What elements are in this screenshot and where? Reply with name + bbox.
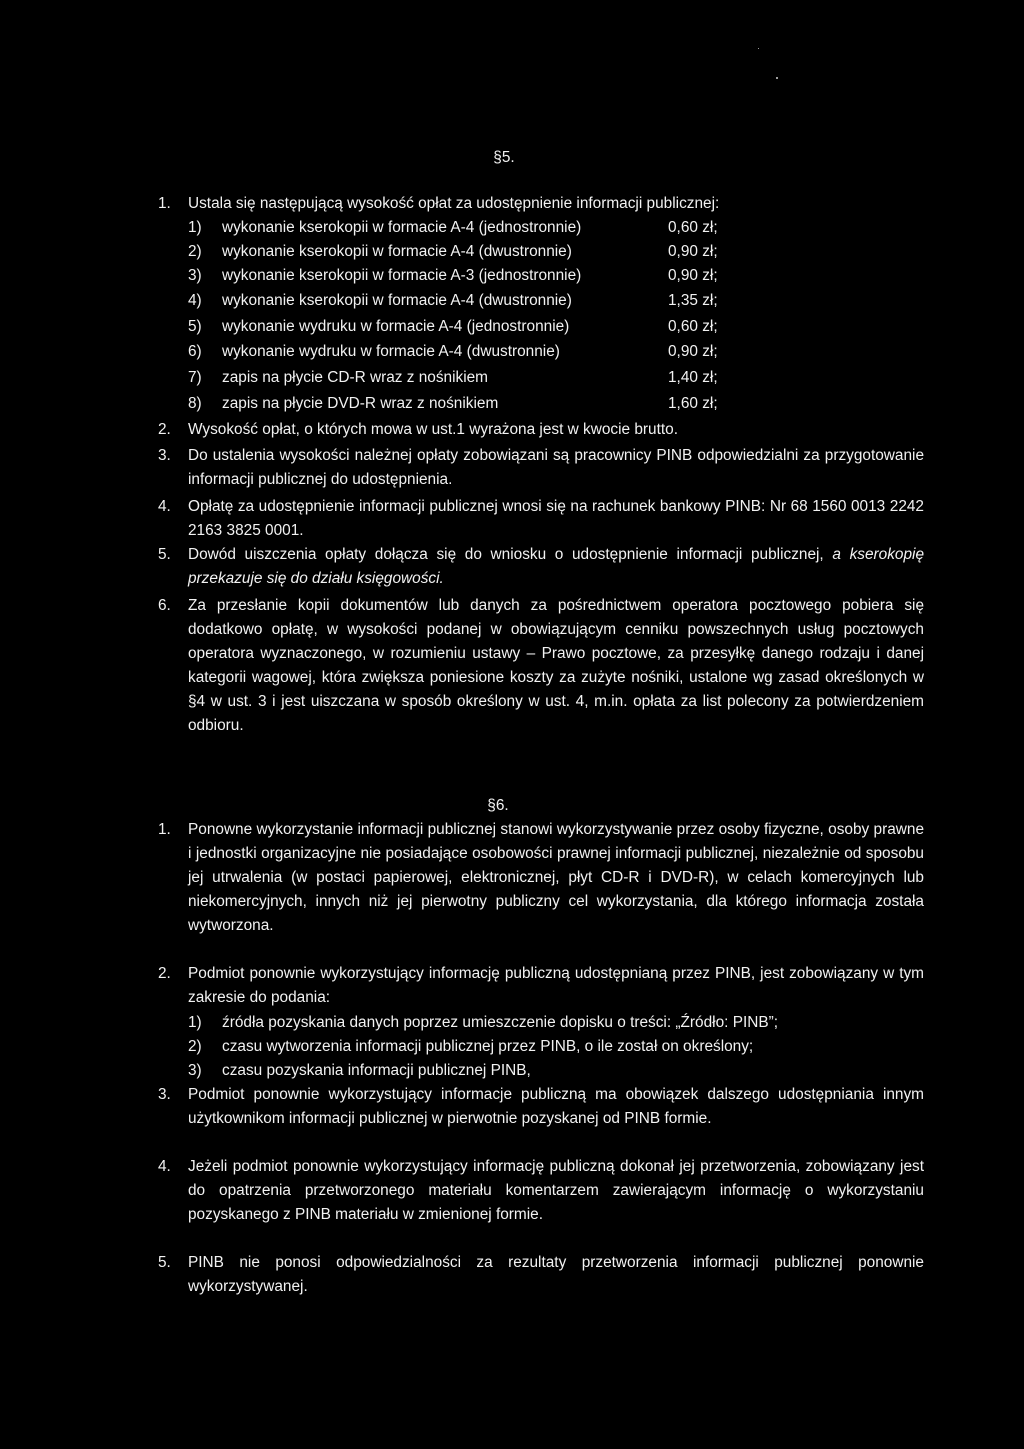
point-number: 4. (158, 1158, 171, 1175)
fee-description: zapis na płycie CD-R wraz z nośnikiem (222, 369, 488, 386)
section-6-point-4 (158, 1155, 924, 1251)
point-text: Do ustalenia wysokości należnej opłaty zobowiązani są pracownicy PINB odpowiedzialni za przygotowanie informacji publicznej do udostępnienia. (188, 447, 924, 488)
section-6-point-5 (158, 1251, 924, 1299)
point-text: Podmiot ponownie wykorzystujący informację publiczną udostępnianą przez PINB, jest zobowiązany w tym zakresie do podania: (188, 965, 924, 1006)
fee-price: 0,90 zł; (668, 243, 718, 260)
fee-item (188, 315, 788, 339)
item-text: źródła pozyskania danych poprzez umieszczenie dopisku o treści: „Źródło: PINB”; (222, 1014, 779, 1031)
point-number: 3. (158, 447, 171, 464)
fee-number: 1) (188, 219, 202, 236)
section-6-point-2-item (188, 1059, 924, 1083)
fee-number: 5) (188, 318, 202, 335)
fee-price: 0,60 zł; (668, 318, 718, 335)
point-text: Za przesłanie kopii dokumentów lub danych za pośrednictwem operatora pocztowego pobiera się dodatkowo opłatę, w wysokości podanej w obowiązującym cenniku powszechnych usług pocztowych operatora wyznaczonego, w rozumieniu ustawy – Prawo pocztowe, za przesyłkę danego rodzaju i danej kategorii wagowej, która zwiększa poniesione koszty za zużyte nośniki, ustalone wg zasad określonych w §4 w ust. 3 i jest uiszczana w sposób określony w ust. 4, m.in. opłata za list polecony za potwierdzeniem odbioru. (188, 597, 924, 734)
section-5-point-5 (158, 543, 924, 591)
section-5-heading: §5. (493, 149, 515, 166)
fee-item (188, 264, 788, 288)
fee-price: 1,40 zł; (668, 369, 718, 386)
fee-description: wykonanie wydruku w formacie A-4 (jednostronnie) (222, 318, 570, 335)
fee-item (188, 216, 788, 240)
point-text-italic: a kserokopię przekazuje się do działu księgowości. (188, 546, 925, 587)
point-number: 1. (158, 195, 171, 212)
fee-price: 1,35 zł; (668, 292, 718, 309)
section-6-point-1 (158, 818, 924, 962)
section-5-point-2 (158, 418, 924, 442)
point-text: Ponowne wykorzystanie informacji publicznej stanowi wykorzystywanie przez osoby fizyczne, osoby prawne i jednostki organizacyjne nie posiadające osobowości prawnej informacji publicznej, niezależnie od sposobu jej utrwalenia (w postaci papierowej, elektronicznej, płyt CD-R i DVD-R), w celach komercyjnych lub niekomercyjnych, innych niż jej pierwotny publiczny cel wykorzystania, dla którego informacja została wytworzona. (188, 821, 924, 934)
section-5-point-1 (158, 192, 924, 216)
section-6-point-3 (158, 1083, 924, 1155)
point-text: Jeżeli podmiot ponownie wykorzystujący informację publiczną dokonał jej przetworzenia, zobowiązany jest do opatrzenia przetworzonego materiału komentarzem zawierającym informację o wykorzystaniu pozyskanego z PINB materiału w zmienionej formie. (188, 1158, 924, 1223)
point-number: 5. (158, 546, 171, 563)
section-6-point-2-item (188, 1035, 924, 1059)
fee-item (188, 392, 788, 416)
section-5-point-6 (158, 594, 924, 762)
point-text: Podmiot ponownie wykorzystujący informacje publiczną ma obowiązek dalszego udostępniania innym użytkownikom informacji publicznej w pierwotnie pozyskanej od PINB formie. (188, 1086, 924, 1127)
item-number: 1) (188, 1014, 202, 1031)
point-number: 4. (158, 498, 171, 515)
fee-price: 0,60 zł; (668, 219, 718, 236)
fee-number: 8) (188, 395, 202, 412)
fee-number: 4) (188, 292, 202, 309)
point-number: 2. (158, 965, 171, 982)
fee-item (188, 240, 788, 264)
point-text (188, 543, 924, 591)
fee-description: wykonanie kserokopii w formacie A-3 (jednostronnie) (222, 267, 582, 284)
item-text: czasu wytworzenia informacji publicznej przez PINB, o ile został on określony; (222, 1038, 754, 1055)
item-text: czasu pozyskania informacji publicznej PINB, (222, 1062, 531, 1079)
section-5-point-4 (158, 495, 924, 543)
fee-description: wykonanie kserokopii w formacie A-4 (jednostronnie) (222, 219, 582, 236)
point-number: 2. (158, 421, 171, 438)
fee-number: 3) (188, 267, 202, 284)
fee-item (188, 340, 788, 364)
fee-item (188, 289, 788, 313)
point-text-regular: Dowód uiszczenia opłaty dołącza się do wniosku o udostępnienie informacji publicznej, (188, 546, 824, 563)
fee-price: 0,90 zł; (668, 343, 718, 360)
fee-price: 1,60 zł; (668, 395, 718, 412)
fee-price: 0,90 zł; (668, 267, 718, 284)
point-number: 1. (158, 821, 171, 838)
fee-number: 6) (188, 343, 202, 360)
fee-number: 2) (188, 243, 202, 260)
point-text: PINB nie ponosi odpowiedzialności za rezultaty przetworzenia informacji publicznej ponownie wykorzystywanej. (188, 1254, 924, 1295)
fee-description: wykonanie kserokopii w formacie A-4 (dwustronnie) (222, 292, 572, 309)
fee-description: wykonanie wydruku w formacie A-4 (dwustronnie) (222, 343, 560, 360)
point-text: Wysokość opłat, o których mowa w ust.1 wyrażona jest w kwocie brutto. (188, 421, 678, 438)
scan-speck (776, 77, 778, 79)
item-number: 2) (188, 1038, 202, 1055)
item-number: 3) (188, 1062, 202, 1079)
section-6-point-2 (158, 962, 924, 1010)
fee-description: zapis na płycie DVD-R wraz z nośnikiem (222, 395, 499, 412)
point-number: 6. (158, 597, 171, 614)
point-text: Opłatę za udostępnienie informacji publicznej wnosi się na rachunek bankowy PINB: Nr 68 1560 0013 2242 2163 3825 0001. (188, 498, 924, 539)
scan-speck (758, 48, 759, 49)
point-number: 3. (158, 1086, 171, 1103)
section-6-heading: §6. (487, 797, 509, 814)
section-5-point-3 (158, 444, 924, 492)
fee-number: 7) (188, 369, 202, 386)
point-text: Ustala się następującą wysokość opłat za udostępnienie informacji publicznej: (188, 195, 720, 212)
fee-description: wykonanie kserokopii w formacie A-4 (dwustronnie) (222, 243, 572, 260)
section-6-point-2-item (188, 1011, 924, 1035)
point-number: 5. (158, 1254, 171, 1271)
fee-item (188, 366, 788, 390)
